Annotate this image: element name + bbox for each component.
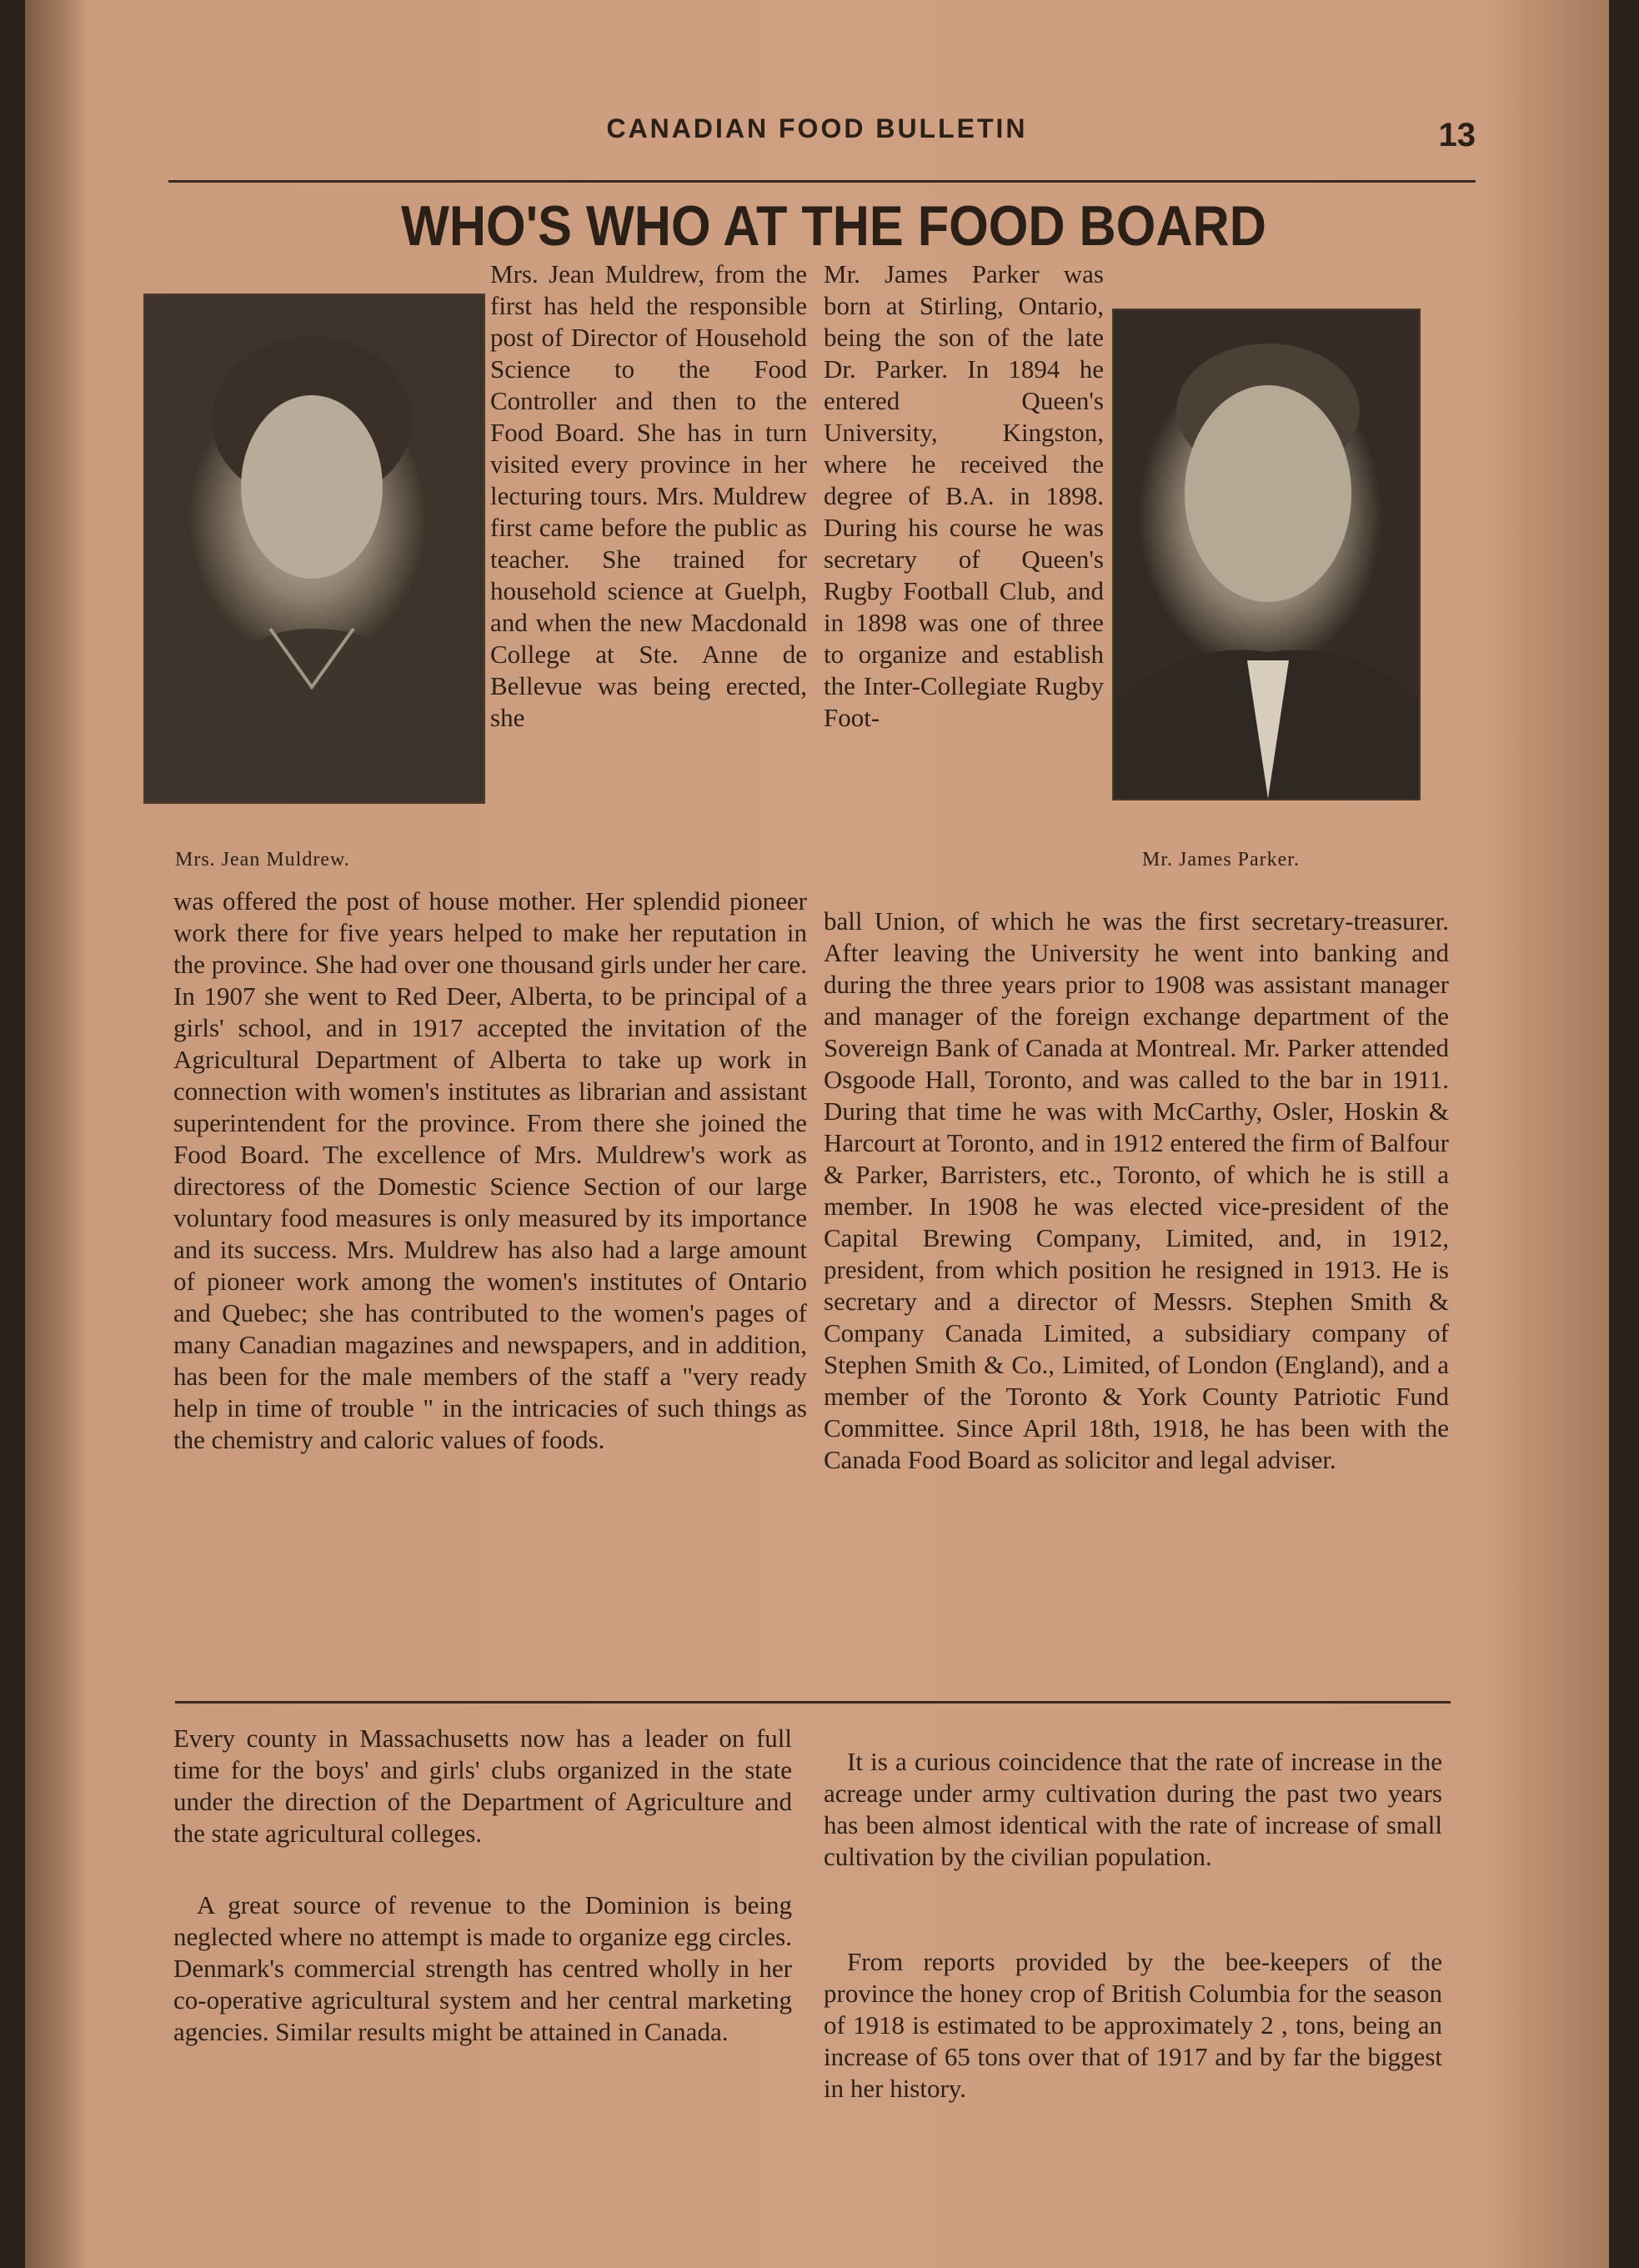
muldrew-portrait-image (145, 295, 484, 802)
page-number: 13 (1438, 117, 1476, 153)
muldrew-bio-intro: Mrs. Jean Muldrew, from the first has held the responsible post of Director of Household Science to the Food Controller and then to the Food Board. She has in turn visited every province in her lecturing tours. Mrs. Muldrew first came before the public as teacher. She trained for household science at Guelph, and when the new Macdonald College at Ste. Anne de Bellevue was being erected, she (490, 259, 807, 732)
massachusetts-note: Every county in Massachusetts now has a leader on full time for the boys' and girls' clubs organized in the state under the direction of the Department of Agriculture and the state agricultural colleges. (173, 1724, 792, 1848)
honey-crop-note: From reports provided by the bee-keepers of the province the honey crop of British Columbia for the season of 1918 is estimated to be approximately 2 , tons, being an increase of 65 tons over that of 1917 and by far the biggest in her history. (824, 1947, 1442, 2103)
page-binding-shadow (25, 0, 83, 2268)
parker-portrait-image (1114, 310, 1419, 799)
parker-caption: Mr. James Parker. (1142, 849, 1300, 871)
muldrew-bio-continued: was offered the post of house mother. Her splendid pioneer work there for five years helped to make her reputation in the province. She had over one thousand girls under her care. In 1907 she went to Red Deer, Alberta, to be principal of a girls' school, and in 1917 accepted the invitation of the Agricultural Department of Alberta to take up work in connection with women's institutes as librarian and assistant superintendent for the province. From there she joined the Food Board. The excellence of Mrs. Muldrew's work as directoress of the Domestic Science Section of our large voluntary food measures is only measured by its importance and its success. Mrs. Muldrew has also had a large amount of pioneer work among the women's institutes of Ontario and Quebec; she has contributed to the women's pages of many Canadian magazines and newspapers, and in addition, has been for the male members of the staff a "very ready help in time of trouble " in the intricacies of such things as the chemistry and caloric values of foods. (173, 886, 807, 1454)
article-title: WHO'S WHO AT THE FOOD BOARD (401, 194, 1266, 258)
parker-photo (1112, 309, 1421, 800)
parker-bio-continued: ball Union, of which he was the first secretary-treasurer. After leaving the University he went into banking and during the three years prior to 1908 was assistant manager and manager of the foreign exchange department of the Sovereign Bank of Canada at Montreal. Mr. Parker attended Osgoode Hall, Toronto, and was called to the bar in 1911. During that time he was with McCarthy, Osler, Hoskin & Harcourt at Toronto, and in 1912 entered the firm of Balfour & Parker, Barristers, etc., Toronto, of which he is still a member. In 1908 he was elected vice-president of the Capital Brewing Company, Limited, and, in 1912, president, from which position he resigned in 1913. He is secretary and a director of Messrs. Stephen Smith & Company Canada Limited, a subsidiary company of Stephen Smith & Co., Limited, of London (England), and a member of the Toronto & York County Patriotic Fund Committee. Since April 18th, 1918, he has been with the Canada Food Board as solicitor and legal adviser. (824, 906, 1449, 1474)
army-cultivation-note: It is a curious coincidence that the rate of increase in the acreage under army cultivation during the past two years has been almost identical with the rate of increase of small cultivation by the civilian population. (824, 1747, 1442, 1871)
parker-bio-intro: Mr. James Parker was born at Stirling, Ontario, being the son of the late Dr. Parker. In 1894 he entered Queen's University, Kingston, where he received the degree of B.A. in 1898. During his course he was secretary of Queen's Rugby Football Club, and in 1898 was one of three to organize and establish the Inter-Collegiate Rugby Foot- (824, 259, 1104, 732)
section-divider (175, 1701, 1451, 1704)
egg-circles-note: A great source of revenue to the Dominion is being neglected where no attempt is made to organize egg circles. Denmark's commercial strength has centred wholly in her co-operative agricultural system and her central marketing agencies. Similar results might be attained in Canada. (173, 1890, 792, 2046)
muldrew-caption: Mrs. Jean Muldrew. (175, 849, 350, 871)
muldrew-photo (143, 294, 485, 804)
header-rule (168, 180, 1476, 183)
running-head: CANADIAN FOOD BULLETIN (606, 113, 1028, 143)
magazine-page (25, 0, 1609, 2268)
